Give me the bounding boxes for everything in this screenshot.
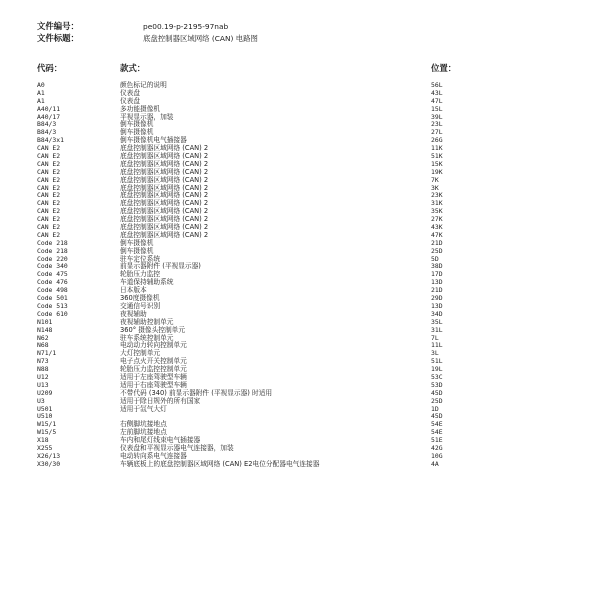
list-item xyxy=(0,240,603,248)
title-cell: 仪表盘 xyxy=(120,88,141,97)
position-cell: 43L xyxy=(431,88,443,97)
title-cell: 底盘控制器区域网络 (CAN) 2 xyxy=(120,175,209,184)
list-item xyxy=(0,224,603,232)
list-item xyxy=(0,342,603,350)
list-item xyxy=(0,279,603,287)
position-cell: 31K xyxy=(431,199,443,208)
list-item xyxy=(0,429,603,437)
code-cell: N62 xyxy=(37,333,49,342)
list-item xyxy=(0,311,603,319)
position-cell: 53C xyxy=(431,372,443,381)
code-cell: Code 498 xyxy=(37,286,68,295)
code-cell: N73 xyxy=(37,357,49,366)
position-cell: 54E xyxy=(431,428,443,437)
title-cell: 倒车摄像机 xyxy=(120,128,154,137)
list-item xyxy=(0,390,603,398)
code-cell: A0 xyxy=(37,81,45,89)
list-item xyxy=(0,161,603,169)
position-cell: 13D xyxy=(431,278,443,287)
code-cell: Code 475 xyxy=(37,270,68,279)
list-item xyxy=(0,256,603,264)
list-item xyxy=(0,90,603,98)
list-item xyxy=(0,192,603,200)
title-cell: 底盘控制器区域网络 (CAN) 2 xyxy=(120,167,209,176)
position-cell: 15K xyxy=(431,159,443,168)
code-cell: U13 xyxy=(37,380,49,389)
list-item xyxy=(0,232,603,240)
code-cell: W15/5 xyxy=(37,428,57,437)
title-cell: 适用于左座驾驶型车辆 xyxy=(120,372,187,381)
code-cell: CAN E2 xyxy=(37,183,61,192)
title-cell: 颜色标记的说明 xyxy=(120,81,167,89)
title-cell: 倒车摄像机 xyxy=(120,238,154,247)
title-cell: 适用于除日规外的所有国家 xyxy=(120,396,201,405)
position-cell: 21D xyxy=(431,286,443,295)
position-cell: 5D xyxy=(431,254,439,263)
code-cell: CAN E2 xyxy=(37,191,61,200)
title-cell: 360度摄像机 xyxy=(120,294,160,303)
title-cell: 驻车系统控制单元 xyxy=(120,333,174,342)
code-cell: A40/17 xyxy=(37,112,61,121)
code-cell: B84/3 xyxy=(37,128,57,137)
doc-title-value: 底盘控制器区域网络 (CAN) 电路图 xyxy=(143,34,258,43)
title-cell: 底盘控制器区域网络 (CAN) 2 xyxy=(120,183,209,192)
position-cell: 23K xyxy=(431,191,443,200)
list-item xyxy=(0,287,603,295)
code-cell: CAN E2 xyxy=(37,207,61,216)
position-cell: 35K xyxy=(431,207,443,216)
title-cell: 大灯控制单元 xyxy=(120,349,161,358)
list-item xyxy=(0,82,603,90)
list-item xyxy=(0,153,603,161)
code-cell: U12 xyxy=(37,372,49,381)
list-item xyxy=(0,461,603,469)
position-cell: 1D xyxy=(431,404,439,413)
position-cell: 25D xyxy=(431,396,443,405)
position-cell: 35L xyxy=(431,317,443,326)
title-cell: 适用于氙气大灯 xyxy=(120,404,167,413)
title-column-header: 款式： xyxy=(120,63,146,73)
list-item xyxy=(0,216,603,224)
list-item xyxy=(0,98,603,106)
code-cell: N71/1 xyxy=(37,349,57,358)
list-item xyxy=(0,335,603,343)
position-column-header: 位置： xyxy=(431,63,457,73)
list-item xyxy=(0,271,603,279)
position-cell: 19L xyxy=(431,365,443,374)
list-item xyxy=(0,145,603,153)
list-item xyxy=(0,303,603,311)
code-cell: N101 xyxy=(37,317,53,326)
list-item xyxy=(0,208,603,216)
code-cell: B84/3 xyxy=(37,120,57,129)
list-item xyxy=(0,263,603,271)
position-cell: 17D xyxy=(431,270,443,279)
position-cell: 11L xyxy=(431,341,443,350)
list-item xyxy=(0,248,603,256)
list-item xyxy=(0,398,603,406)
position-cell: 56L xyxy=(431,81,443,89)
position-cell: 19K xyxy=(431,167,443,176)
doc-number-label: 文件编号： xyxy=(37,21,79,31)
component-list xyxy=(0,82,603,469)
title-cell: 不带代码 (340) 前显示器附件 (平视显示器) 时适用 xyxy=(120,388,273,397)
code-cell: U501 xyxy=(37,404,53,413)
title-cell: 适用于右座驾驶型车辆 xyxy=(120,380,187,389)
code-cell: Code 218 xyxy=(37,238,68,247)
title-cell: 底盘控制器区域网络 (CAN) 2 xyxy=(120,199,209,208)
title-cell: 轮胎压力监控 xyxy=(120,270,161,279)
list-item xyxy=(0,327,603,335)
list-item xyxy=(0,114,603,122)
title-cell: 电动转向系电气连接器 xyxy=(120,451,187,460)
code-cell: Code 340 xyxy=(37,262,68,271)
title-cell: 车内和尾灯线束电气插接器 xyxy=(120,436,201,445)
position-cell: 7L xyxy=(431,333,439,342)
doc-title-label: 文件标题： xyxy=(37,33,79,43)
position-cell: 39L xyxy=(431,112,443,121)
title-cell: 底盘控制器区域网络 (CAN) 2 xyxy=(120,230,209,239)
position-cell: 47L xyxy=(431,96,443,105)
position-cell: 51E xyxy=(431,436,443,445)
list-item xyxy=(0,445,603,453)
position-cell: 38D xyxy=(431,262,443,271)
title-cell: 倒车摄像机电气插接器 xyxy=(120,136,187,145)
title-cell: 轮胎压力监控控制单元 xyxy=(120,365,187,374)
list-item xyxy=(0,129,603,137)
title-cell: 电子点火开关控制单元 xyxy=(120,357,187,366)
title-cell: 底盘控制器区域网络 (CAN) 2 xyxy=(120,215,209,224)
column-headers xyxy=(0,62,603,74)
code-cell: Code 218 xyxy=(37,246,68,255)
list-item xyxy=(0,366,603,374)
title-cell: 电动动力转向控制单元 xyxy=(120,341,187,350)
position-cell: 45D xyxy=(431,388,443,397)
title-cell: 底盘控制器区域网络 (CAN) 2 xyxy=(120,207,209,216)
position-cell: 4A xyxy=(431,459,439,468)
list-item xyxy=(0,421,603,429)
position-cell: 51L xyxy=(431,357,443,366)
code-cell: CAN E2 xyxy=(37,223,61,232)
position-cell: 27L xyxy=(431,128,443,137)
doc-number-value: pe00.19-p-2195-97nab xyxy=(143,22,229,31)
code-cell: CAN E2 xyxy=(37,199,61,208)
position-cell: 3L xyxy=(431,349,439,358)
code-cell: CAN E2 xyxy=(37,152,61,161)
code-cell: Code 220 xyxy=(37,254,68,263)
title-cell: 车辆底板上的底盘控制器区域网络 (CAN) E2电位分配器电气连接器 xyxy=(120,459,320,468)
title-cell: 驻车定位系统 xyxy=(120,254,161,263)
position-cell: 29D xyxy=(431,294,443,303)
position-cell: 15L xyxy=(431,104,443,113)
title-cell: 仪表盘和平视显示器电气连接器，加装 xyxy=(120,443,234,452)
code-cell: Code 513 xyxy=(37,301,68,310)
position-cell: 13D xyxy=(431,301,443,310)
position-cell: 10G xyxy=(431,451,443,460)
list-item xyxy=(0,374,603,382)
list-item xyxy=(0,413,603,421)
code-column-header: 代码： xyxy=(37,63,63,73)
code-cell: CAN E2 xyxy=(37,175,61,184)
code-cell: Code 610 xyxy=(37,309,68,318)
list-item xyxy=(0,106,603,114)
list-item xyxy=(0,137,603,145)
title-cell: 底盘控制器区域网络 (CAN) 2 xyxy=(120,191,209,200)
code-cell: Code 501 xyxy=(37,294,68,303)
title-cell: 日本版本 xyxy=(120,286,147,295)
code-cell: X255 xyxy=(37,443,53,452)
code-cell: N88 xyxy=(37,365,49,374)
position-cell: 54E xyxy=(431,420,443,429)
title-cell: 多功能摄像机 xyxy=(120,104,161,113)
code-cell: Code 476 xyxy=(37,278,68,287)
position-cell: 7K xyxy=(431,175,439,184)
position-cell: 45D xyxy=(431,412,443,421)
code-cell: X26/13 xyxy=(37,451,61,460)
position-cell: 51K xyxy=(431,152,443,161)
title-cell: 底盘控制器区域网络 (CAN) 2 xyxy=(120,152,209,161)
position-cell: 23L xyxy=(431,120,443,129)
code-cell: W15/1 xyxy=(37,420,57,429)
code-cell: U510 xyxy=(37,412,53,421)
code-cell: A40/11 xyxy=(37,104,61,113)
code-cell: A1 xyxy=(37,88,45,97)
code-cell: CAN E2 xyxy=(37,215,61,224)
title-cell: 夜视辅助控制单元 xyxy=(120,317,174,326)
list-item xyxy=(0,169,603,177)
code-cell: X30/30 xyxy=(37,459,61,468)
code-cell: U3 xyxy=(37,396,45,405)
list-item xyxy=(0,295,603,303)
list-item xyxy=(0,185,603,193)
position-cell: 34D xyxy=(431,309,443,318)
position-cell: 31L xyxy=(431,325,443,334)
list-item xyxy=(0,406,603,414)
title-cell: 倒车摄像机 xyxy=(120,120,154,129)
position-cell: 3K xyxy=(431,183,439,192)
code-cell: U209 xyxy=(37,388,53,397)
position-cell: 25D xyxy=(431,246,443,255)
code-cell: CAN E2 xyxy=(37,167,61,176)
list-item xyxy=(0,382,603,390)
position-cell: 21D xyxy=(431,238,443,247)
title-cell: 夜视辅助 xyxy=(120,309,147,318)
position-cell: 47K xyxy=(431,230,443,239)
title-cell: 左前脚坑接地点 xyxy=(120,428,167,437)
code-cell: CAN E2 xyxy=(37,144,61,153)
position-cell: 11K xyxy=(431,144,443,153)
position-cell: 42G xyxy=(431,443,443,452)
title-cell: 右侧脚坑接地点 xyxy=(120,420,167,429)
list-item xyxy=(0,437,603,445)
code-cell: N148 xyxy=(37,325,53,334)
title-cell: 前显示器附件 (平视显示器) xyxy=(120,262,201,271)
code-cell: CAN E2 xyxy=(37,230,61,239)
list-item xyxy=(0,319,603,327)
title-cell: 底盘控制器区域网络 (CAN) 2 xyxy=(120,144,209,153)
title-cell: 交通信号识别 xyxy=(120,301,161,310)
code-cell: A1 xyxy=(37,96,45,105)
title-cell: 倒车摄像机 xyxy=(120,246,154,255)
code-cell: X18 xyxy=(37,436,49,445)
list-item xyxy=(0,121,603,129)
position-cell: 26G xyxy=(431,136,443,145)
position-cell: 43K xyxy=(431,223,443,232)
title-cell: 车道保持辅助系统 xyxy=(120,278,174,287)
list-item xyxy=(0,177,603,185)
title-cell: 仪表盘 xyxy=(120,96,141,105)
code-cell: N68 xyxy=(37,341,49,350)
code-cell: B84/3x1 xyxy=(37,136,64,145)
list-item xyxy=(0,350,603,358)
title-cell: 底盘控制器区域网络 (CAN) 2 xyxy=(120,159,209,168)
list-item xyxy=(0,200,603,208)
title-cell: 平视显示器，加装 xyxy=(120,112,174,121)
position-cell: 27K xyxy=(431,215,443,224)
position-cell: 53D xyxy=(431,380,443,389)
title-cell: 360° 摄像头控制单元 xyxy=(120,325,186,334)
title-cell: 底盘控制器区域网络 (CAN) 2 xyxy=(120,223,209,232)
list-item xyxy=(0,358,603,366)
code-cell: CAN E2 xyxy=(37,159,61,168)
